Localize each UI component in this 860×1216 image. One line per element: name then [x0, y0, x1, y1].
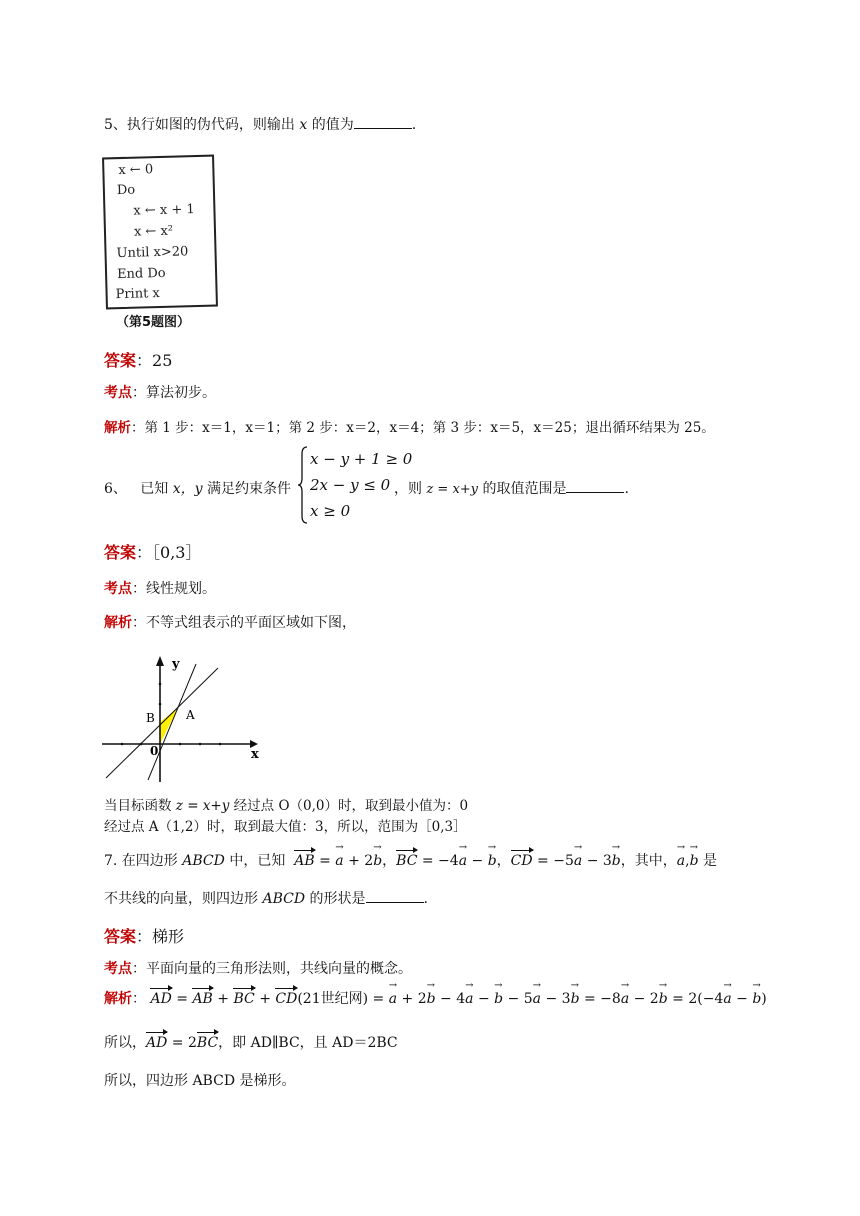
code-line: Do [116, 182, 136, 199]
brace-icon [298, 446, 308, 524]
q7-answer: 答案：梯形 [104, 927, 185, 946]
constraint-1: x − y + 1 ≥ 0 [310, 450, 413, 468]
q7-kaodian: 考点：平面向量的三角形法则，共线向量的概念。 [104, 961, 412, 977]
q6-question-start: 6、 已知 x，y 满足约束条件 [104, 481, 291, 497]
code-line: x ← x² [133, 223, 174, 240]
point-a-label: A [186, 708, 195, 722]
code-line: x ← 0 [118, 162, 154, 179]
q7-question-line2: 不共线的向量，则四边形 ABCD 的形状是 . [104, 888, 428, 908]
q6-after-2: 经过点 A（1,2）时，取到最大值：3，所以，范围为［0,3］ [104, 819, 467, 835]
q6-after-1: 当目标函数 z = x+y 经过点 O（0,0）时，取到最小值为：0 [104, 798, 469, 814]
constraint-2: 2x − y ≤ 0 [310, 476, 391, 494]
q5-answer: 答案：25 [104, 351, 173, 370]
feasible-region-graph [100, 652, 270, 784]
q6-kaodian: 考点：线性规划。 [104, 581, 216, 597]
q5-jiexi: 解析：第 1 步：x＝1，x＝1；第 2 步：x＝2，x＝4；第 3 步：x＝5，x＝25；退出循环结果为 25。 [104, 420, 715, 436]
pseudocode-figure [102, 155, 218, 310]
x-axis-label: x [251, 747, 259, 762]
origin-label: 0 [150, 744, 159, 758]
q7-so-2: 所以，四边形 ABCD 是梯形。 [104, 1073, 296, 1089]
q6-answer: 答案：［0,3］ [104, 543, 202, 562]
q6-jiexi: 解析：不等式组表示的平面区域如下图， [104, 615, 356, 631]
line-x-minus-y-plus-1 [106, 668, 218, 778]
point-b-label: B [146, 711, 155, 725]
code-line: x ← x + 1 [133, 202, 195, 219]
q6-question-end: ，则 z = x+y 的取值范围是 . [394, 478, 629, 498]
q5-question: 5、执行如图的伪代码，则输出 x 的值为 . [104, 114, 416, 134]
code-line: Until x>20 [116, 244, 189, 262]
q7-so-1: 所以，AD = 2BC，即 AD∥BC，且 AD＝2BC [104, 1035, 398, 1051]
code-line: Print x [115, 286, 160, 303]
line-2x-minus-y [148, 664, 196, 780]
code-line: End Do [116, 265, 166, 283]
figure-caption: （第5题图） [116, 315, 191, 330]
y-axis-label: y [172, 657, 180, 672]
q7-question-line1: 7. 在四边形 ABCD 中，已知 AB = → a + 2→ b，BC = −4→ a − → b，CD = −5→ a − 3→ b，其中，→ a,→ b 是 [104, 850, 717, 870]
constraint-3: x ≥ 0 [310, 502, 351, 520]
q5-kaodian: 考点：算法初步。 [104, 385, 216, 401]
y-axis-arrow-icon [156, 656, 164, 666]
q7-jiexi: 解析： AD = AB + BC + CD(21世纪网) = → a + 2→ b − 4→ a − → b − 5→ a − 3→ b = −8→ a − 2→ b = 2(−4→ a − → b) [104, 988, 767, 1008]
